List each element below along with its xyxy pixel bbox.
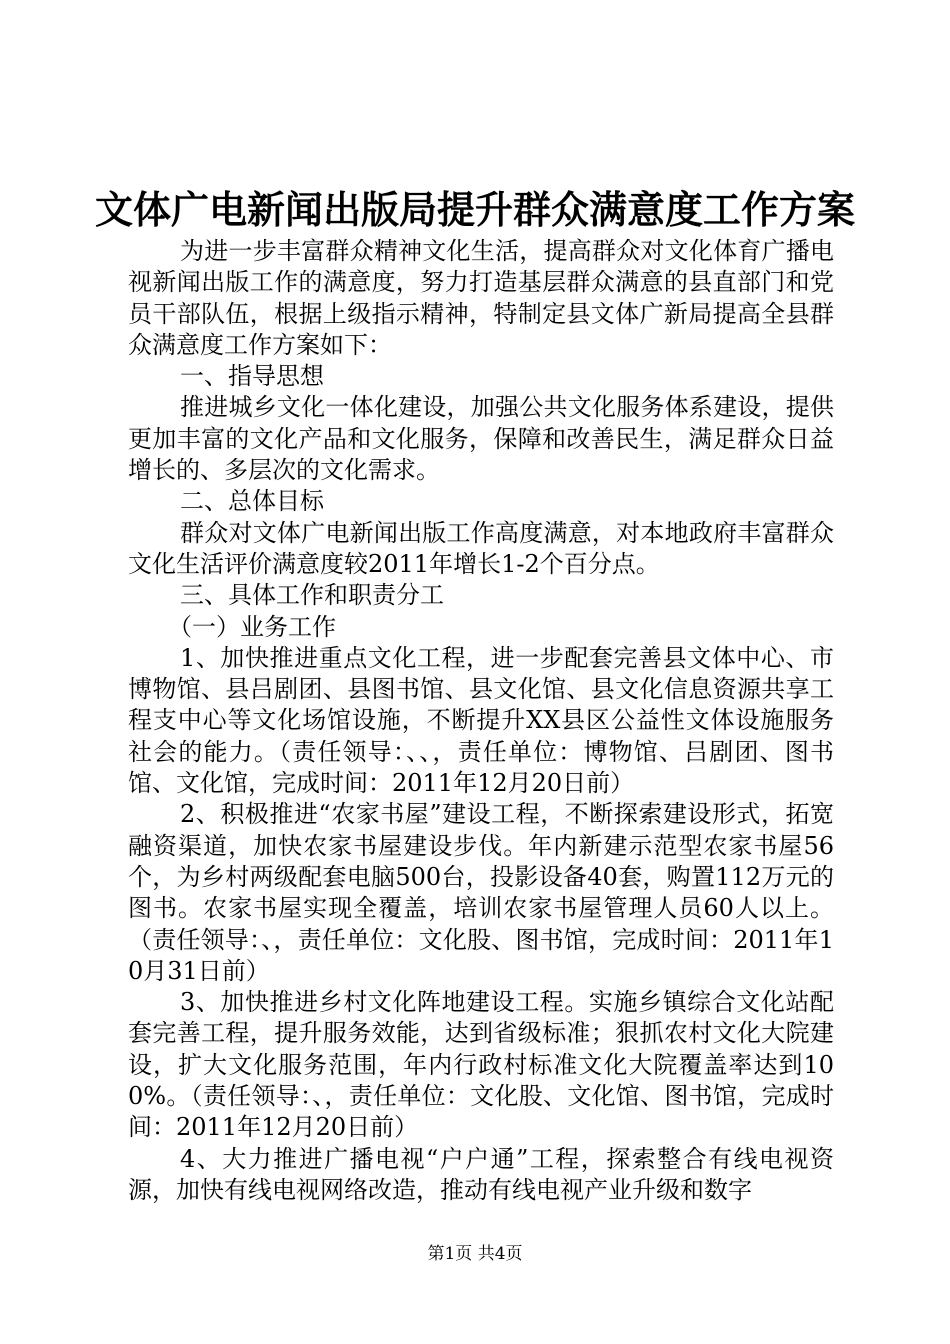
page-number-footer: 第1页 共4页 — [427, 1244, 523, 1264]
work-item-1: 1、加快推进重点文化工程，进一步配套完善县文体中心、市博物馆、县吕剧团、县图书馆、县文化馆、县文化信息资源共享工程支中心等文化场馆设施，不断提升XX县区公益性文体设施服务社会的能力。（责任领导：、、，责任单位：博物馆、吕剧团、图书馆、文化馆，完成时间：2011年12月20日前） — [128, 643, 834, 798]
section-heading-overall-goal: 二、总体目标 — [180, 487, 324, 516]
document-body — [128, 236, 834, 1206]
work-item-2: 2、积极推进“农家书屋”建设工程，不断探索建设形式，拓宽融资渠道，加快农家书屋建设步伐。年内新建示范型农家书屋56个，为乡村两级配套电脑500台，投影设备40套，购置112万元的图书。农家书屋实现全覆盖，培训农家书屋管理人员60人以上。（责任领导：、，责任单位：文化股、图书馆，完成时间：2011年10月31日前） — [128, 800, 834, 985]
subsection-heading-business-work: （一）业务工作 — [168, 612, 336, 641]
guiding-thought-paragraph: 推进城乡文化一体化建设，加强公共文化服务体系建设，提供更加丰富的文化产品和文化服务，保障和改善民生，满足群众日益增长的、多层次的文化需求。 — [128, 393, 834, 485]
work-item-4: 4、大力推进广播电视“户户通”工程，探索整合有线电视资源，加快有线电视网络改造，推动有线电视产业升级和数字 — [128, 1144, 834, 1204]
work-item-3: 3、加快推进乡村文化阵地建设工程。实施乡镇综合文化站配套完善工程，提升服务效能，达到省级标准；狠抓农村文化大院建设，扩大文化服务范围，年内行政村标准文化大院覆盖率达到100%。（责任领导：、，责任单位：文化股、文化馆、图书馆，完成时间：2011年12月20日前） — [128, 988, 834, 1142]
section-heading-specific-work: 三、具体工作和职责分工 — [180, 581, 444, 610]
intro-paragraph: 为进一步丰富群众精神文化生活，提高群众对文化体育广播电视新闻出版工作的满意度，努力打造基层群众满意的县直部门和党员干部队伍，根据上级指示精神，特制定县文体广新局提高全县群众满意度工作方案如下： — [128, 237, 834, 359]
document-title: 文体广电新闻出版局提升群众满意度工作方案 — [94, 187, 855, 232]
overall-goal-paragraph: 群众对文体广电新闻出版工作高度满意，对本地政府丰富群众文化生活评价满意度较2011年增长1-2个百分点。 — [128, 518, 834, 578]
section-heading-guiding-thought: 一、指导思想 — [180, 362, 324, 391]
